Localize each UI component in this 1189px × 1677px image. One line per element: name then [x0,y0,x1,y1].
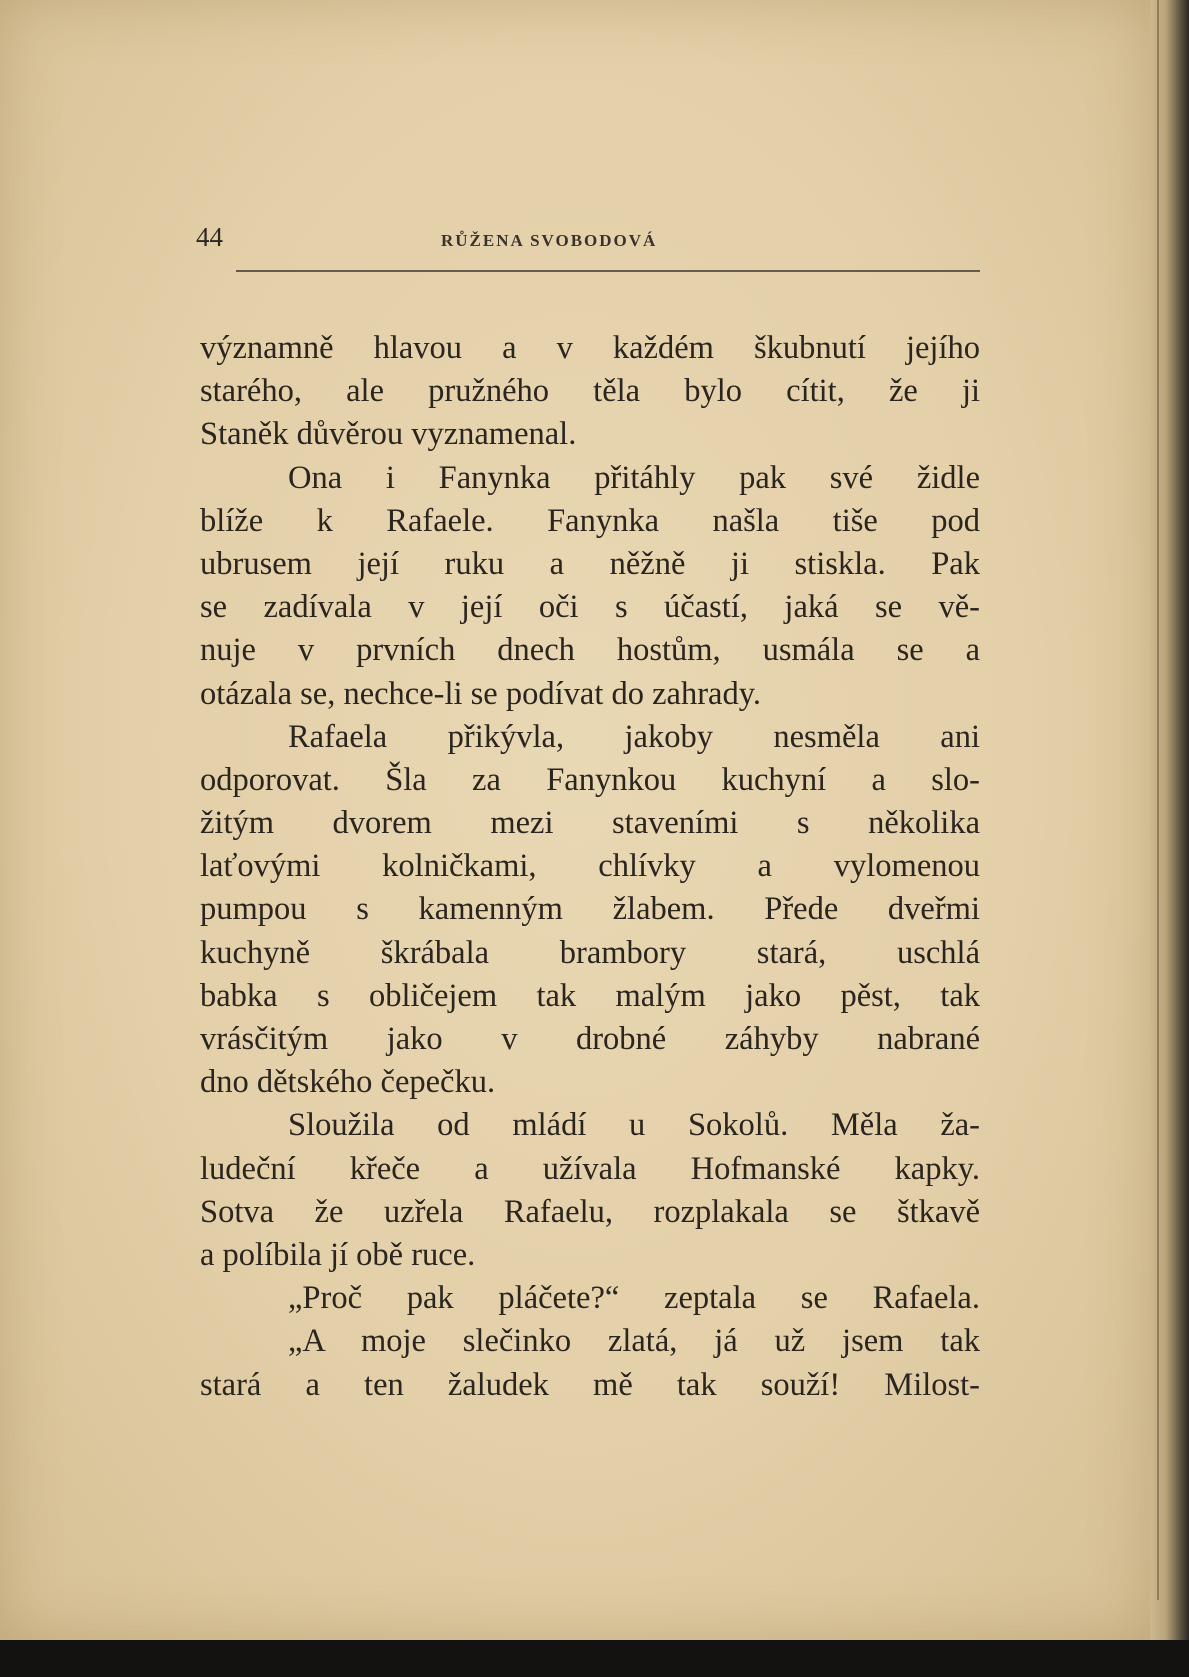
text-line: „Proč pak pláčete?“ zeptala se Rafaela. [288,1280,980,1317]
text-line: dno dětského čepečku. [200,1064,496,1101]
header-rule [236,270,980,272]
running-head: RŮŽENA SVOBODOVÁ [441,231,658,250]
text-line: se zadívala v její oči s účastí, jaká se vě- [200,589,980,626]
text-line: pumpou s kamenným žlabem. Přede dveřmi [200,891,980,928]
text-line: „A moje slečinko zlatá, já už jsem tak [288,1323,980,1360]
text-line: ubrusem její ruku a něžně ji stiskla. Pak [200,545,980,582]
text-line: laťovými kolničkami, chlívky a vylomenou [200,848,980,885]
text-line: Sloužila od mládí u Sokolů. Měla ža- [288,1107,980,1144]
text-line: ludeční křeče a užívala Hofmanské kapky. [200,1150,980,1187]
text-line: nuje v prvních dnech hostům, usmála se a [200,632,980,669]
text-line: žitým dvorem mezi staveními s několika [200,805,980,842]
body-text [200,327,980,1407]
text-line: stará a ten žaludek mě tak souží! Milost- [200,1366,980,1403]
text-line: Rafaela přikývla, jakoby nesměla ani [288,718,980,755]
text-line: odporovat. Šla za Fanynkou kuchyní a slo- [200,761,980,798]
text-line: Sotva že uzřela Rafaelu, rozplakala se štkavě [200,1193,980,1230]
book-spine [1150,0,1189,1677]
text-line: Ona i Fanynka přitáhly pak své židle [288,459,980,496]
bottom-shadow [0,1640,1189,1677]
text-line: Staněk důvěrou vyznamenal. [200,416,577,453]
spine-edge-line [1157,0,1159,1600]
text-line: blíže k Rafaele. Fanynka našla tiše pod [200,502,980,539]
text-line: významně hlavou a v každém škubnutí jejího [200,330,980,366]
text-line: otázala se, nechce-li se podívat do zahrady. [200,675,761,712]
page-number: 44 [196,222,223,252]
text-line: starého, ale pružného těla bylo cítit, že ji [200,373,980,410]
text-line: vrásčitým jako v drobné záhyby nabrané [200,1021,980,1057]
text-line: babka s obličejem tak malým jako pěst, tak [200,977,980,1014]
page-header [196,222,980,262]
text-line: a políbila jí obě ruce. [200,1236,476,1273]
text-line: kuchyně škrábala brambory stará, uschlá [200,934,980,971]
